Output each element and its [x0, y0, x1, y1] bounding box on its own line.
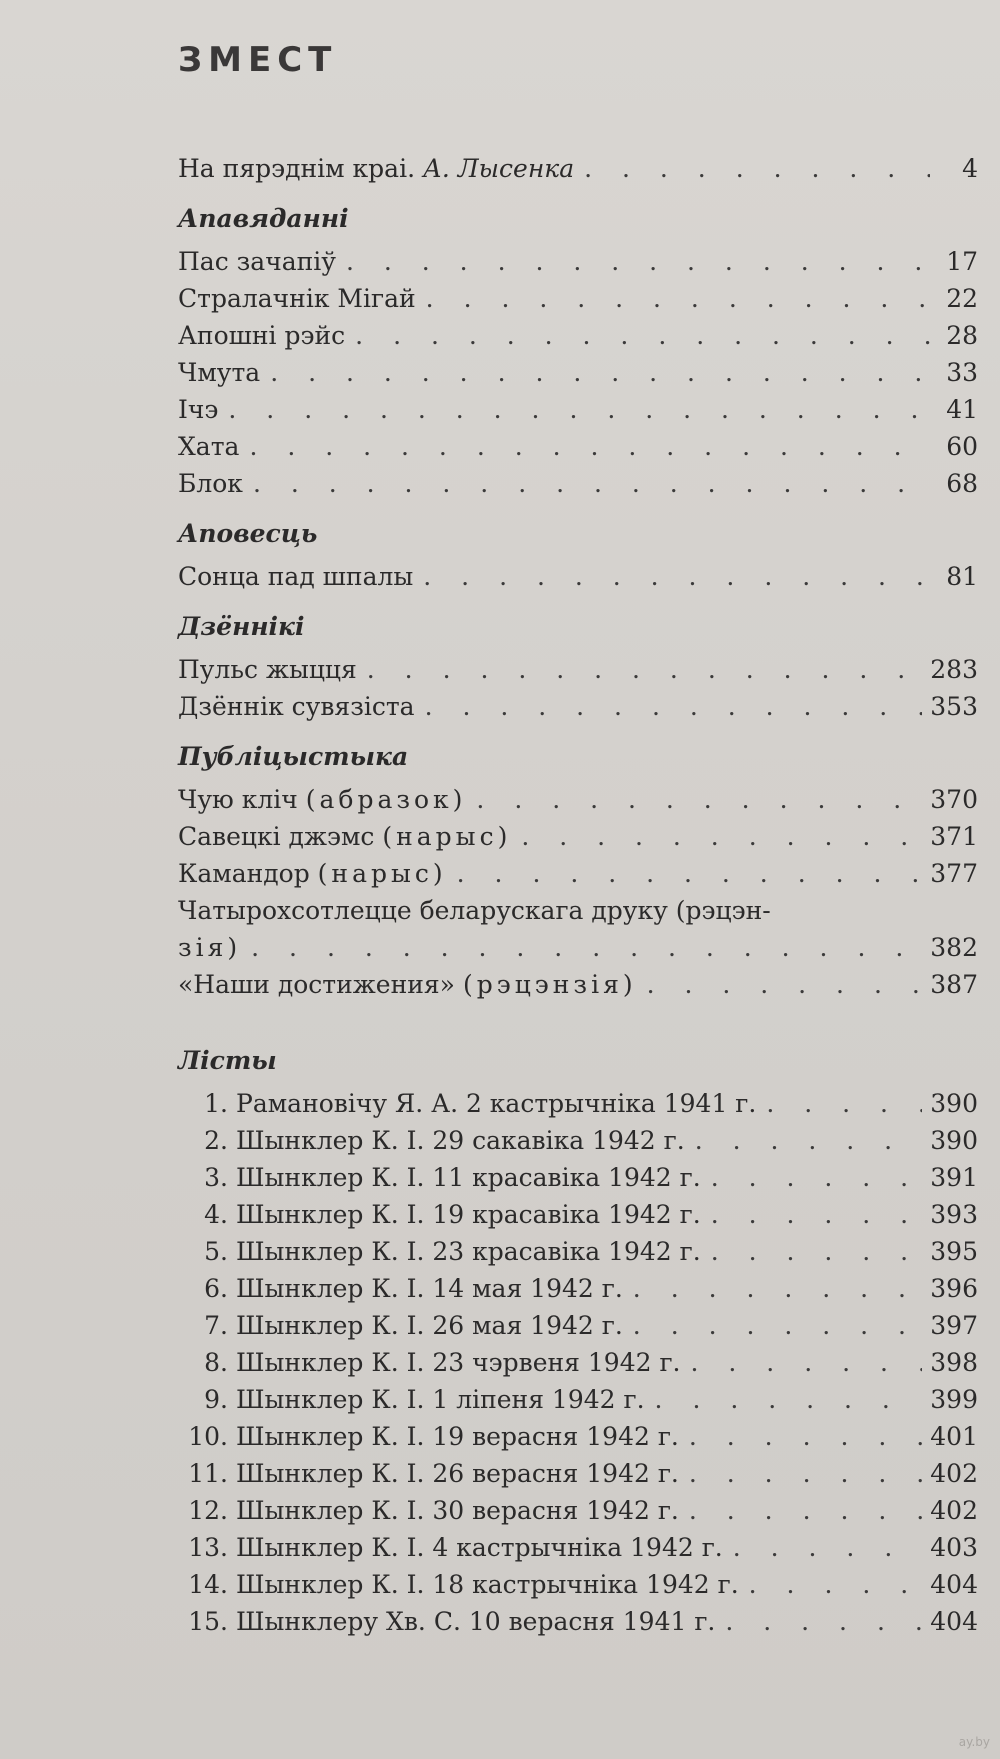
- watermark: ay.by: [958, 1735, 990, 1749]
- entry-label: Шынклер К. І. 1 ліпеня 1942 г.: [236, 1385, 645, 1414]
- entry-label: Дзённік сувязіста: [178, 692, 415, 721]
- entry-label: Шынклер К. І. 18 кастрычніка 1942 г.: [236, 1570, 739, 1599]
- toc-entry: [178, 651, 978, 688]
- entry-number: 12.: [188, 1496, 228, 1525]
- dot-leader: [476, 781, 922, 818]
- entry-number: 6.: [204, 1274, 228, 1303]
- toc-entry: [178, 688, 978, 725]
- page-number: 22: [946, 284, 978, 313]
- toc-entry: [178, 558, 978, 595]
- dot-leader: [521, 818, 922, 855]
- toc-entry: [178, 781, 978, 818]
- section-heading: Апавяданні: [178, 204, 349, 233]
- page-number: 382: [930, 933, 978, 962]
- page-number: 404: [930, 1570, 978, 1599]
- entry-label: Шынклер К. І. 30 верасня 1942 г.: [236, 1496, 679, 1525]
- toc-entry: [178, 280, 978, 317]
- entry-number: 14.: [188, 1570, 228, 1599]
- section-heading: Публіцыстыка: [178, 742, 409, 771]
- section-publicistics: [178, 739, 978, 1003]
- dot-leader: [426, 280, 930, 317]
- toc-entry: [188, 1270, 978, 1307]
- page-number: 396: [930, 1274, 978, 1303]
- entry-number: 2.: [204, 1126, 228, 1155]
- entry-label: Камандор: [178, 859, 310, 888]
- entry-number: 4.: [204, 1200, 228, 1229]
- dot-leader: [711, 1196, 923, 1233]
- page-number: 33: [946, 358, 978, 387]
- toc-entry: [188, 1233, 978, 1270]
- toc-entry-wrapped: [178, 892, 978, 966]
- toc-entry-intro: [178, 150, 978, 187]
- toc-entry: [188, 1381, 978, 1418]
- dot-leader: [647, 966, 923, 1003]
- page-number: 404: [930, 1607, 978, 1636]
- toc-entry: [188, 1122, 978, 1159]
- dot-leader: [584, 150, 930, 187]
- toc-entry: [178, 428, 978, 465]
- entry-label: Шынклер К. І. 26 мая 1942 г.: [236, 1311, 623, 1340]
- dot-leader: [655, 1381, 923, 1418]
- entry-label-line2: зія): [178, 933, 242, 962]
- page-number: 283: [930, 655, 978, 684]
- page-number: 403: [930, 1533, 978, 1562]
- toc-entry: [188, 1529, 978, 1566]
- entry-number: 3.: [204, 1163, 228, 1192]
- entry-number: 7.: [204, 1311, 228, 1340]
- page-number: 81: [946, 562, 978, 591]
- toc-entry: [178, 354, 978, 391]
- entry-label: Ічэ: [178, 395, 219, 424]
- entry-label: Шынклер К. І. 11 красавіка 1942 г.: [236, 1163, 701, 1192]
- entry-label: Шынклер К. І. 19 красавіка 1942 г.: [236, 1200, 701, 1229]
- entry-label: Блок: [178, 469, 243, 498]
- page-title: ЗМЕСТ: [178, 40, 338, 80]
- entry-label: Савецкі джэмс: [178, 822, 375, 851]
- entry-note: (нарыс): [317, 859, 447, 888]
- page-number: 393: [930, 1200, 978, 1229]
- dot-leader: [367, 651, 923, 688]
- entry-note: (нарыс): [382, 822, 512, 851]
- dot-leader: [689, 1492, 922, 1529]
- intro-title: На пярэднім краі.: [178, 154, 416, 183]
- dot-leader: [253, 465, 930, 502]
- entry-number: 10.: [188, 1422, 228, 1451]
- dot-leader: [689, 1418, 922, 1455]
- entry-label: Шынклеру Хв. С. 10 верасня 1941 г.: [236, 1607, 716, 1636]
- dot-leader: [270, 354, 930, 391]
- entry-label: Сонца пад шпалы: [178, 562, 414, 591]
- toc-entry: [188, 1196, 978, 1233]
- page-number: 17: [946, 247, 978, 276]
- toc-entry: [188, 1418, 978, 1455]
- section-heading: Лісты: [178, 1046, 277, 1075]
- page-number: 68: [946, 469, 978, 498]
- toc-entry: [178, 855, 978, 892]
- page-number: 401: [930, 1422, 978, 1451]
- page-number: 371: [930, 822, 978, 851]
- entry-note: (рэцэнзія): [462, 970, 637, 999]
- toc-entry: [188, 1455, 978, 1492]
- toc-entry: [188, 1603, 978, 1640]
- dot-leader: [711, 1233, 923, 1270]
- dot-leader: [733, 1529, 923, 1566]
- page-number: 387: [930, 970, 978, 999]
- entry-number: 9.: [204, 1385, 228, 1414]
- page-number: 399: [930, 1385, 978, 1414]
- dot-leader: [228, 391, 930, 428]
- dot-leader: [633, 1307, 922, 1344]
- dot-leader: [695, 1122, 923, 1159]
- section-letters: [178, 1043, 978, 1640]
- entry-label: Шынклер К. І. 23 чэрвеня 1942 г.: [236, 1348, 681, 1377]
- dot-leader: [749, 1566, 923, 1603]
- dot-leader: [425, 688, 923, 725]
- toc-entry: [178, 317, 978, 354]
- toc-page: [178, 40, 978, 1652]
- entry-note: (абразок): [305, 785, 467, 814]
- entry-label: Шынклер К. І. 23 красавіка 1942 г.: [236, 1237, 701, 1266]
- entry-number: 1.: [204, 1089, 228, 1118]
- page-number: 370: [930, 785, 978, 814]
- intro-author: А. Лысенка: [422, 154, 575, 183]
- toc-entry: [188, 1307, 978, 1344]
- entry-label: Шынклер К. І. 19 верасня 1942 г.: [236, 1422, 679, 1451]
- dot-leader: [355, 317, 930, 354]
- page-number: 390: [930, 1089, 978, 1118]
- sections: [178, 201, 978, 725]
- dot-leader: [689, 1455, 922, 1492]
- section-heading: Аповесць: [178, 519, 318, 548]
- letters-list: [178, 1085, 978, 1640]
- dot-leader: [691, 1344, 923, 1381]
- entry-label: Чую кліч: [178, 785, 298, 814]
- entry-number: 13.: [188, 1533, 228, 1562]
- page-number: 28: [946, 321, 978, 350]
- toc-entry: [178, 391, 978, 428]
- entry-label: Хата: [178, 432, 240, 461]
- entry-label-line1: Чатырохсотлецце беларускага друку (рэцэн-: [178, 896, 771, 925]
- page-number: 402: [930, 1459, 978, 1488]
- dot-leader: [457, 855, 923, 892]
- page-number: 395: [930, 1237, 978, 1266]
- section: [178, 516, 978, 595]
- dot-leader: [766, 1085, 922, 1122]
- dot-leader: [711, 1159, 923, 1196]
- page-number: 60: [946, 432, 978, 461]
- section-heading: Дзённікі: [178, 612, 305, 641]
- page-number: 398: [930, 1348, 978, 1377]
- page-number: 397: [930, 1311, 978, 1340]
- entry-number: 8.: [204, 1348, 228, 1377]
- toc-entry: [178, 818, 978, 855]
- entry-label: Апошні рэйс: [178, 321, 346, 350]
- toc-entry: [188, 1159, 978, 1196]
- page-number: 41: [946, 395, 978, 424]
- entry-label: Чмута: [178, 358, 261, 387]
- dot-leader: [423, 558, 930, 595]
- toc-entry: [178, 243, 978, 280]
- entry-label: Шынклер К. І. 29 сакавіка 1942 г.: [236, 1126, 685, 1155]
- entry-number: 11.: [188, 1459, 228, 1488]
- entry-label: «Наши достижения»: [178, 970, 455, 999]
- entry-label: Рамановічу Я. А. 2 кастрычніка 1941 г.: [236, 1089, 757, 1118]
- toc-entry: [178, 966, 978, 1003]
- toc-entry: [188, 1344, 978, 1381]
- entry-number: 5.: [204, 1237, 228, 1266]
- entry-label: Шынклер К. І. 26 верасня 1942 г.: [236, 1459, 679, 1488]
- entry-label: Пульс жыцця: [178, 655, 357, 684]
- entry-label: Пас зачапіў: [178, 247, 336, 276]
- dot-leader: [251, 929, 922, 966]
- toc-entry: [178, 465, 978, 502]
- entry-label: Шынклер К. І. 4 кастрычніка 1942 г.: [236, 1533, 723, 1562]
- page-number: 4: [962, 154, 978, 183]
- page-number: 391: [930, 1163, 978, 1192]
- dot-leader: [249, 428, 930, 465]
- dot-leader: [633, 1270, 922, 1307]
- page-number: 353: [930, 692, 978, 721]
- toc-entry: [188, 1566, 978, 1603]
- toc-entry: [188, 1085, 978, 1122]
- entry-label: Шынклер К. І. 14 мая 1942 г.: [236, 1274, 623, 1303]
- page-number: 377: [930, 859, 978, 888]
- section: [178, 201, 978, 502]
- toc-entry: [188, 1492, 978, 1529]
- entry-label: Стралачнік Мігай: [178, 284, 416, 313]
- page-number: 402: [930, 1496, 978, 1525]
- publicistics-list: [178, 781, 978, 892]
- entry-number: 15.: [188, 1607, 228, 1636]
- dot-leader: [725, 1603, 922, 1640]
- page-number: 390: [930, 1126, 978, 1155]
- section: [178, 609, 978, 725]
- dot-leader: [346, 243, 930, 280]
